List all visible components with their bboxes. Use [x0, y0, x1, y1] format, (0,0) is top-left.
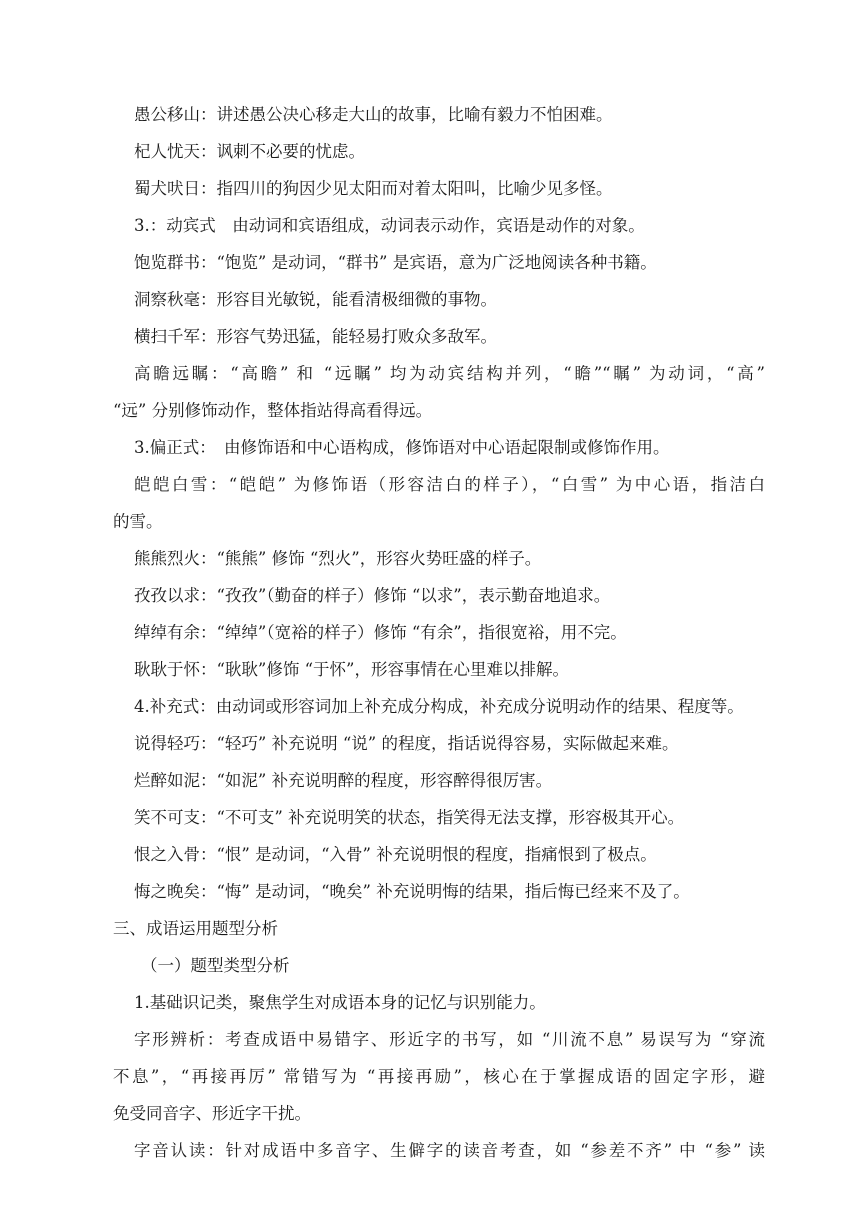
idiom-huizhi: 悔之晚矣：“悔” 是动词，“晚矣” 补充说明悔的结果，指后悔已经来不及了。 [134, 882, 690, 901]
document-body [113, 96, 765, 1169]
idiom-yugong: 愚公移山：讲述愚公决心移走大山的故事，比喻有毅力不怕困难。 [134, 105, 613, 124]
idiom-hengsao: 横扫千军：形容气势迅猛，能轻易打败众多敌军。 [134, 327, 497, 346]
idiom-zizi: 孜孜以求：“孜孜”（勤奋的样子）修饰 “以求”，表示勤奋地追求。 [134, 586, 611, 605]
item-glyph-discrimination-cont: 不息”，“再接再厉” 常错写为 “再接再励”，核心在于掌握成语的固定字形，避 [113, 1067, 765, 1086]
idiom-shuode: 说得轻巧：“轻巧” 补充说明 “说” 的程度，指话说得容易，实际做起来难。 [134, 734, 679, 753]
idiom-genggeng: 耿耿于怀：“耿耿”修饰 “于怀”，形容事情在心里难以排解。 [134, 660, 569, 679]
section-complement: 4.补充式：由动词或形容词加上补充成分构成，补充成分说明动作的结果、程度等。 [134, 697, 744, 716]
idiom-henzhi: 恨之入骨：“恨” 是动词，“入骨” 补充说明恨的程度，指痛恨到了极点。 [134, 845, 657, 864]
idiom-aiai: 皑皑白雪：“皑皑” 为修饰语（形容洁白的样子），“白雪” 为中心语，指洁白 [134, 475, 765, 494]
section-verb-object: 3.：动宾式 由动词和宾语组成，动词表示动作，宾语是动作的对象。 [134, 216, 645, 235]
idiom-gaozhan: 高瞻远瞩：“高瞻” 和 “远瞩” 均为动宾结构并列，“瞻”“瞩” 为动词，“高” [134, 364, 765, 383]
idiom-shuquan: 蜀犬吠日：指四川的狗因少见太阳而对着太阳叫，比喻少见多怪。 [134, 179, 613, 198]
idiom-aiai-cont: 的雪。 [113, 512, 163, 531]
idiom-xiongxiong: 熊熊烈火：“熊熊” 修饰 “烈火”，形容火势旺盛的样子。 [134, 549, 542, 568]
idiom-xiaobu: 笑不可支：“不可支” 补充说明笑的状态，指笑得无法支撑，形容极其开心。 [134, 808, 685, 827]
item-glyph-discrimination: 字形辨析：考查成语中易错字、形近字的书写，如 “川流不息” 易误写为 “穿流 [134, 1030, 765, 1049]
heading-question-analysis: 三、成语运用题型分析 [113, 919, 278, 938]
item-pronunciation: 字音认读：针对成语中多音字、生僻字的读音考查，如 “参差不齐” 中 “参” 读 [134, 1141, 765, 1160]
item-basic-memory: 1.基础识记类，聚焦学生对成语本身的记忆与识别能力。 [134, 993, 546, 1012]
idiom-dongcha: 洞察秋毫：形容目光敏锐，能看清极细微的事物。 [134, 290, 497, 309]
idiom-baolan: 饱览群书：“饱览” 是动词，“群书” 是宾语，意为广泛地阅读各种书籍。 [134, 253, 657, 272]
item-glyph-discrimination-end: 免受同音字、形近字干扰。 [113, 1104, 311, 1123]
idiom-qiren: 杞人忧天：讽刺不必要的忧虑。 [134, 142, 365, 161]
subheading-question-types: （一）题型类型分析 [141, 956, 290, 975]
idiom-gaozhan-cont: “远” 分别修饰动作，整体指站得高看得远。 [113, 401, 433, 420]
idiom-chuochuo: 绰绰有余：“绰绰”（宽裕的样子）修饰 “有余”，指很宽裕，用不完。 [134, 623, 627, 642]
idiom-lanzui: 烂醉如泥：“如泥” 补充说明醉的程度，形容醉得很厉害。 [134, 771, 553, 790]
section-modifier: 3.偏正式： 由修饰语和中心语构成，修饰语对中心语起限制或修饰作用。 [134, 438, 670, 457]
